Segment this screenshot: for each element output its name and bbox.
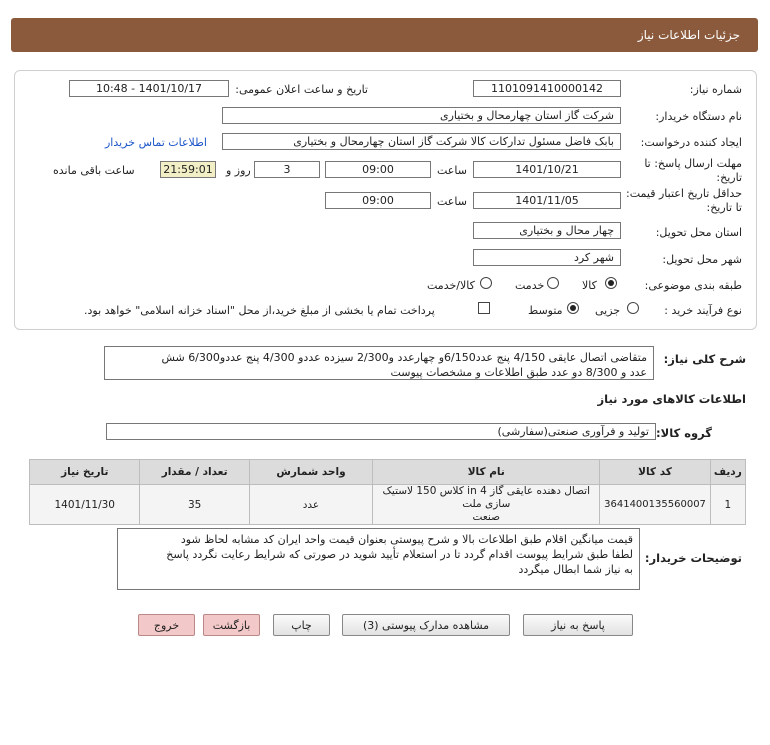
validity-time-label: ساعت	[437, 195, 467, 208]
need-number-field: 1101091410000142	[473, 80, 621, 97]
days-label: روز و	[226, 164, 251, 177]
row-name-line-2: صنعت	[472, 511, 500, 523]
category-label: طبقه بندی موضوعی:	[644, 279, 742, 292]
col-name: نام کالا	[373, 460, 600, 485]
price-validity-label: حداقل تاریخ اعتبار قیمت: تا تاریخ:	[626, 187, 742, 214]
need-description-line-2: عدد و 8/300 دو عدد طبق اطلاعات و مشخصات پیوست	[390, 366, 647, 379]
col-unit: واحد شمارش	[249, 460, 372, 485]
delivery-province-field: چهار محال و بختیاری	[473, 222, 621, 239]
treasury-payment-checkbox[interactable]	[478, 302, 490, 314]
reply-time-label: ساعت	[437, 164, 467, 177]
category-goods-label: کالا	[582, 279, 597, 292]
row-number: 1	[710, 485, 745, 525]
buyer-notes-label: توضیحات خریدار:	[644, 551, 742, 565]
buyer-org-field: شرکت گاز استان چهارمحال و بختیاری	[222, 107, 621, 124]
reply-deadline-label: مهلت ارسال پاسخ: تا تاریخ:	[644, 157, 742, 184]
product-group-label: گروه کالا:	[656, 426, 712, 440]
need-description-label: شرح کلی نیاز:	[663, 352, 746, 366]
purchase-medium-label: متوسط	[528, 304, 563, 317]
category-service-radio[interactable]	[547, 277, 559, 289]
buyer-org-label: نام دستگاه خریدار:	[655, 110, 742, 123]
days-remaining-field: 3	[254, 161, 320, 178]
need-number-label: شماره نیاز:	[689, 83, 742, 96]
price-validity-date: 1401/11/05	[473, 192, 621, 209]
page-header	[11, 18, 758, 52]
reply-deadline-date: 1401/10/21	[473, 161, 621, 178]
treasury-payment-note: پرداخت تمام یا بخشی از مبلغ خرید،از محل "اسناد خزانه اسلامی" خواهد بود.	[84, 304, 435, 317]
back-button[interactable]: بازگشت	[203, 614, 260, 636]
table-row	[30, 485, 746, 525]
row-name-line-1: اتصال دهنده عایقی گاز 4 in کلاس 150 لاستیک سازی ملت	[382, 485, 591, 510]
purchase-medium-radio[interactable]	[567, 302, 579, 314]
view-attachments-button[interactable]: مشاهده مدارک پیوستی (3)	[342, 614, 510, 636]
buyer-notes-box	[117, 528, 640, 590]
purchase-minor-radio[interactable]	[627, 302, 639, 314]
purchase-type-label: نوع فرآیند خرید :	[664, 304, 742, 317]
category-goods-service-label: کالا/خدمت	[427, 279, 475, 292]
row-qty: 35	[140, 485, 249, 525]
time-remaining-label: ساعت باقی مانده	[53, 164, 135, 177]
time-remaining-field: 21:59:01	[160, 161, 216, 178]
announce-datetime-field: 1401/10/17 - 10:48	[69, 80, 229, 97]
announce-datetime-label: تاریخ و ساعت اعلان عمومی:	[235, 83, 368, 96]
print-button[interactable]: چاپ	[273, 614, 330, 636]
reply-button[interactable]: پاسخ به نیاز	[523, 614, 633, 636]
purchase-minor-label: جزیی	[595, 304, 621, 317]
items-table-header	[30, 460, 746, 485]
row-name	[373, 485, 600, 525]
buyer-notes-line-1: قیمت میانگین اقلام طبق اطلاعات بالا و شرح پیوستی بعنوان قیمت واحد ایران کد مشابه لحاظ شود	[180, 533, 633, 546]
delivery-city-field: شهر کرد	[473, 249, 621, 266]
row-code: 3641400135560007	[600, 485, 710, 525]
items-table	[29, 459, 746, 525]
row-unit: عدد	[249, 485, 372, 525]
category-goods-service-radio[interactable]	[480, 277, 492, 289]
delivery-city-label: شهر محل تحویل:	[662, 253, 742, 266]
col-date: تاریخ نیاز	[30, 460, 140, 485]
buyer-notes-line-2: لطفا طبق شرایط پیوست اقدام گردد تا در استعلام تأیید شوید در صورتی که شرایط رعایت نگردد پاسخ	[166, 548, 633, 561]
col-code: کد کالا	[600, 460, 710, 485]
exit-button[interactable]: خروج	[138, 614, 195, 636]
col-row: ردیف	[710, 460, 745, 485]
category-goods-radio[interactable]	[605, 277, 617, 289]
product-group-field: تولید و فرآوری صنعتی(سفارشی)	[106, 423, 656, 440]
delivery-province-label: استان محل تحویل:	[655, 226, 742, 239]
buyer-notes-line-3: به نیاز شما ابطال میگردد	[518, 563, 633, 576]
reply-deadline-time: 09:00	[325, 161, 431, 178]
need-description-line-1: متقاضی اتصال عایقی 4/150 پنج عدد6/150و چهارعدد و2/300 سیزده عددو 4/300 پنج عددو6/300 شش	[161, 351, 647, 364]
items-section-title: اطلاعات کالاهای مورد نیاز	[597, 392, 746, 406]
requester-field: بابک فاضل مسئول تدارکات کالا شرکت گاز استان چهارمحال و بختیاری	[222, 133, 621, 150]
row-date: 1401/11/30	[30, 485, 140, 525]
price-validity-time: 09:00	[325, 192, 431, 209]
page-title: جزئیات اطلاعات نیاز	[637, 28, 740, 42]
col-qty: تعداد / مقدار	[140, 460, 249, 485]
need-description-box	[104, 346, 654, 380]
buyer-contact-link[interactable]: اطلاعات تماس خریدار	[105, 136, 207, 149]
requester-label: ایجاد کننده درخواست:	[640, 136, 742, 149]
category-service-label: خدمت	[515, 279, 545, 292]
